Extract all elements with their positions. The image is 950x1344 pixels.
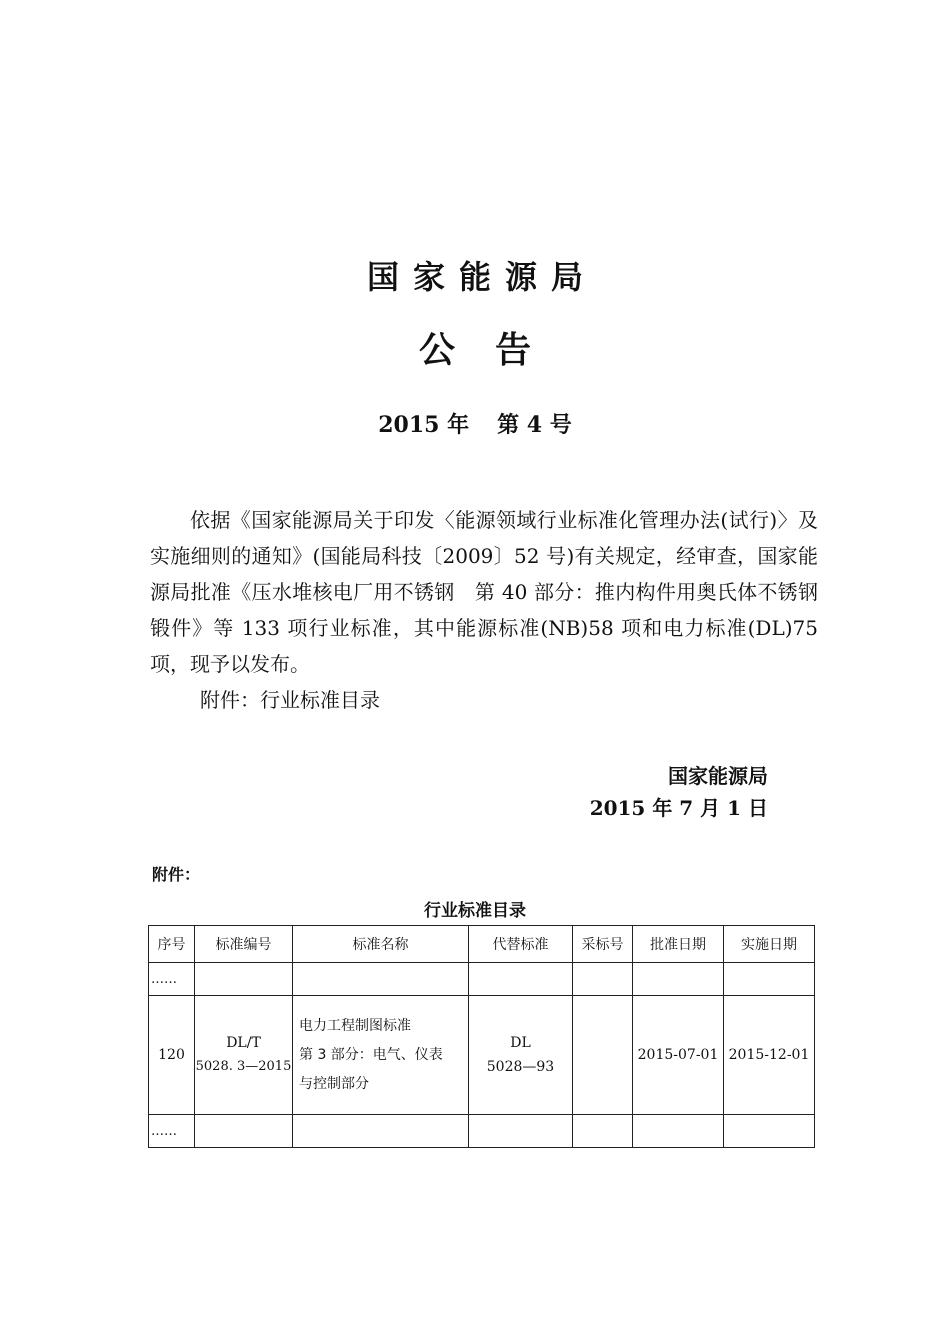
table-row-ellipsis: [149, 963, 815, 996]
column-header: 标准名称: [293, 926, 469, 963]
replaced-standard: DL 5028—93: [469, 996, 573, 1115]
notice-body: [150, 502, 818, 718]
column-header: 采标号: [573, 926, 633, 963]
standard-name: 电力工程制图标准 第 3 部分：电气、仪表 与控制部分: [293, 996, 469, 1115]
notice-title: 公告: [418, 330, 571, 371]
table-header-row: [149, 926, 815, 963]
notice-number: [0, 408, 950, 439]
adopted-number: [573, 996, 633, 1115]
attachment-label: 附件：: [152, 865, 201, 884]
notice-paragraph: 依据《国家能源局关于印发〈能源领域行业标准化管理办法(试行)〉及实施细则的通知》(国能局科技〔2009〕52 号)有关规定，经审查，国家能源局批准《压水堆核电厂用不锈钢 第 40 部分：推内构件用奥氏体不锈钢锻件》等 133 项行业标准，其中能源标准(NB)58 项和电力标准(DL)75 项，现予以发布。: [150, 508, 818, 676]
ellipsis-cell: ……: [149, 963, 195, 996]
signature-organization: 国家能源局: [668, 764, 768, 788]
column-header: 标准编号: [195, 926, 293, 963]
standards-table: [148, 925, 815, 1148]
implementation-date: 2015-12-01: [724, 996, 815, 1115]
column-header: 序号: [149, 926, 195, 963]
standard-code: DL/T 5028. 3—2015: [195, 996, 293, 1115]
table-row: [149, 996, 815, 1115]
column-header: 批准日期: [633, 926, 724, 963]
attachment-reference: 附件：行业标准目录: [200, 688, 380, 712]
notice-issue: 第 4 号: [497, 412, 572, 438]
row-index: 120: [149, 996, 195, 1115]
column-header: 实施日期: [724, 926, 815, 963]
table-row-ellipsis: [149, 1115, 815, 1148]
signature-date: 2015 年 7 月 1 日: [589, 796, 768, 820]
issuing-organization-title: 国家能源局: [366, 258, 597, 296]
approval-date: 2015-07-01: [633, 996, 724, 1115]
column-header: 代替标准: [469, 926, 573, 963]
ellipsis-cell: ……: [149, 1115, 195, 1148]
notice-year: 2015 年: [378, 412, 470, 438]
table-title: 行业标准目录: [424, 901, 526, 921]
